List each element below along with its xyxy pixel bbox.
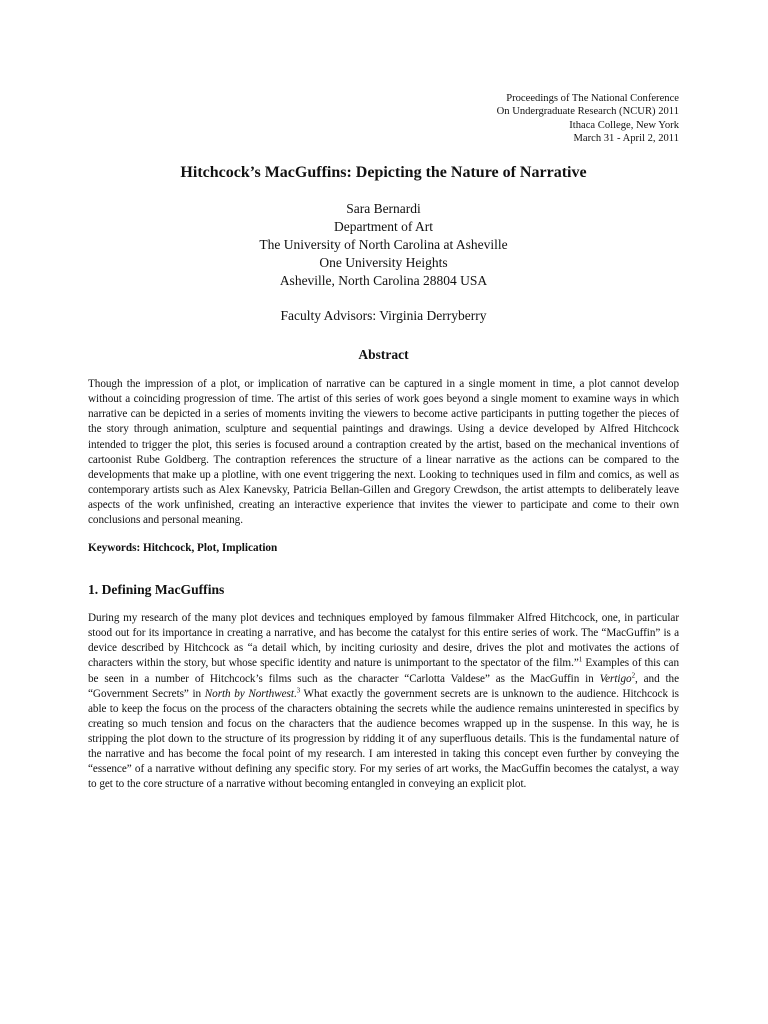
- paragraph-text: What exactly the government secrets are is unknown to the audience. Hitchcock is able to keep the focus on the process of the characters obtaining the secrets while the audience remains uninterested in specifics by creating so much tension and focus on the characters that the audience becomes wrapped up in the suspense. In this way, he is stripping the plot down to the structure of its progression by ridding it of any superfluous details. This is the fundamental nature of the narrative and has become the focal point of my research. I am interested in taking this concept even further by conveying the “essence” of a narrative without defining any specific story. For my series of art works, the MacGuffin becomes the catalyst, a way to get to the core structure of a narrative without becoming entangled in conveying an explicit plot.: [88, 687, 679, 791]
- author-block: [88, 200, 679, 290]
- paragraph-text: During my research of the many plot devices and techniques employed by famous filmmaker Alfred Hitchcock, one, in particular stood out for its importance in creating a narrative, and has become the catalyst for this entire series of work. The “MacGuffin” is a device described by Hitchcock as “a detail which, by inciting curiosity and desire, drives the plot and motivates the actions of characters within the story, but whose specific identity and nature is unimportant to the spectator of the film.”: [88, 612, 679, 670]
- author-name: Sara Bernardi: [346, 201, 421, 217]
- author-university: The University of North Carolina at Asheville: [259, 237, 508, 253]
- paragraph-text: Examples of this can be seen in a number of Hitchcock’s films such as the character “Carlotta Valdese” as the MacGuffin in: [88, 657, 679, 685]
- footnote-ref: 3: [296, 685, 301, 694]
- author-city: Asheville, North Carolina 28804 USA: [279, 273, 488, 289]
- section-heading: 1. Defining MacGuffins: [88, 582, 225, 598]
- document-page: [88, 92, 679, 792]
- abstract-heading: Abstract: [358, 347, 409, 363]
- author-street: One University Heights: [319, 255, 448, 271]
- abstract-text: Though the impression of a plot, or implication of narrative can be captured in a single moment in time, a plot cannot develop without a coinciding progression of time. The artist of this series of work goes beyond a single moment to examine ways in which narrative can be depicted in a series of moments inviting the viewers to become active participants in putting together the pieces of the story through animation, sculpture and sequential paintings and drawings. Using a device developed by Alfred Hitchcock intended to trigger the plot, this series is focused around a contraption created by the artist, based on the mechanical inventions of cartoonist Rube Goldberg. The contraption references the structure of a linear narrative as the actions can be compared to the developments that make up a plotline, with one event triggering the next. Looking to techniques used in film and comics, as well as contemporary artists such as Alex Kanevsky, Patricia Bellan-Gillen and Gregory Crewdson, the artist attempts to deliberately leave aspects of the work unfinished, creating an interactive experience that invites the viewer to participate and come to their own conclusions and personal meaning.: [88, 378, 679, 527]
- proceedings-line: On Undergraduate Research (NCUR) 2011: [496, 106, 679, 118]
- author-department: Department of Art: [334, 219, 433, 235]
- section-paragraph: [88, 611, 679, 792]
- footnote-ref: 2: [631, 670, 636, 679]
- footnote-ref: 1: [578, 655, 583, 664]
- paragraph-text: , and the “Government Secrets” in: [88, 672, 680, 700]
- faculty-advisor: Faculty Advisors: Virginia Derryberry: [280, 308, 487, 324]
- proceedings-line: Ithaca College, New York: [569, 119, 679, 131]
- paragraph-text: .: [293, 687, 297, 700]
- film-title-north-by-northwest: North by Northwest: [204, 687, 294, 700]
- film-title-vertigo: Vertigo: [599, 672, 632, 685]
- paper-title: Hitchcock’s MacGuffins: Depicting the Nature of Narrative: [180, 164, 587, 182]
- proceedings-line: March 31 - April 2, 2011: [573, 132, 679, 144]
- proceedings-line: Proceedings of The National Conference: [506, 93, 679, 104]
- keywords: Keywords: Hitchcock, Plot, Implication: [88, 542, 278, 555]
- proceedings-header: [88, 92, 679, 145]
